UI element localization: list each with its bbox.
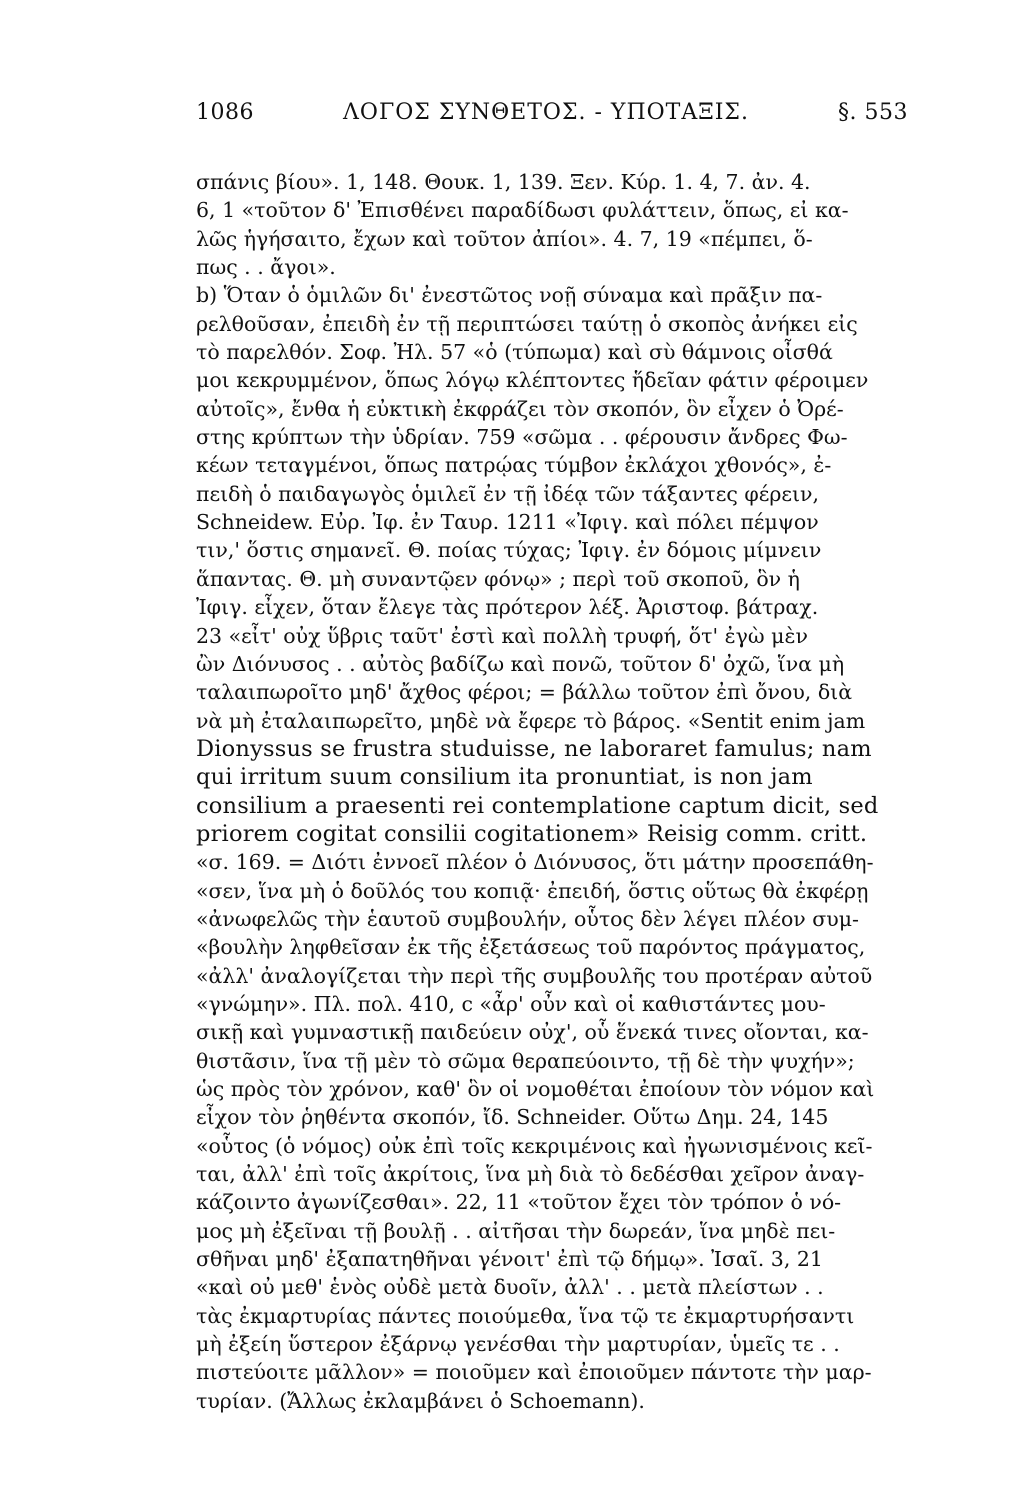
text-line: consilium a praesenti rei contemplatione captum dicit, sed [196,792,879,819]
text-line: «ἀλλ' ἀναλογίζεται τὴν περὶ τῆς συμβουλῆς του προτέραν αὐτοῦ [196,963,873,988]
text-line: στης κρύπτων τὴν ὑδρίαν. 759 «σῶμα . . φέρουσιν ἄνδρες Φω- [196,425,848,450]
text-line: ρελθοῦσαν, ἐπειδὴ ἐν τῇ περιπτώσει ταύτῃ ὁ σκοπὸς ἀνήκει εἰς [196,311,858,336]
text-line: «καὶ οὐ μεθ' ἑνὸς οὐδὲ μετὰ δυοῖν, ἀλλ' . . μετὰ πλείστων . . [196,1275,824,1300]
book-page [196,100,908,1415]
text-line: ἅπαντας. Θ. μὴ συναντῷεν φόνῳ» ; περὶ τοῦ σκοποῦ, ὃν ἡ [196,566,800,591]
text-line: b) Ὅταν ὁ ὁμιλῶν δι' ἐνεστῶτος νοῇ σύναμα καὶ πρᾶξιν πα- [196,283,823,308]
text-line: μος μὴ ἐξεῖναι τῇ βουλῇ . . αἰτῆσαι τὴν δωρεάν, ἵνα μηδὲ πει- [196,1218,836,1243]
text-line: εἶχον τὸν ῥηθέντα σκοπόν, ἴδ. Schneider. Οὕτω Δημ. 24, 145 [196,1105,829,1130]
section-number: §. 553 [838,100,908,125]
text-line: μοι κεκρυμμένον, ὅπως λόγῳ κλέπτοντες ἥδεῖαν φάτιν φέροιμεν [196,368,869,393]
text-line: πως . . ἄγοι». [196,255,336,280]
text-line: «ἀνωφελῶς τὴν ἑαυτοῦ συμβουλήν, οὗτος δὲν λέγει πλέον συμ- [196,906,859,931]
text-line: ταλαιπωροῖτο μηδ' ἄχθος φέροι; = βάλλω τοῦτον ἐπὶ ὄνου, διὰ [196,680,853,705]
text-line: Dionyssus se frustra studuisse, ne laboraret famulus; nam [196,735,872,762]
text-line: Schneidew. Εὐρ. Ἰφ. ἐν Ταυρ. 1211 «Ἰφιγ. καὶ πόλει πέμψον [196,510,819,535]
text-line: θιστᾶσιν, ἵνα τῇ μὲν τὸ σῶμα θεραπεύοιντο, τῇ δὲ τὴν ψυχήν»; [196,1048,855,1073]
text-line: αὐτοῖς», ἔνθα ἡ εὐκτικὴ ἐκφράζει τὸν σκοπόν, ὃν εἶχεν ὁ Ὀρέ- [196,396,844,421]
text-line: πειδὴ ὁ παιδαγωγὸς ὁμιλεῖ ἐν τῇ ἰδέᾳ τῶν τάξαντες φέρειν, [196,481,820,506]
text-line: «γνώμην». Πλ. πολ. 410, c «ἆρ' οὖν καὶ οἱ καθιστάντες μου- [196,991,826,1016]
text-line: ται, ἀλλ' ἐπὶ τοῖς ἀκρίτοις, ἵνα μὴ διὰ τὸ δεδέσθαι χεῖρον ἀναγ- [196,1162,865,1187]
text-line: κέων τεταγμένοι, ὅπως πατρῴας τύμβον ἐκλάχοι χθονός», ἐ- [196,453,832,478]
text-line: τιν,' ὅστις σημανεῖ. Θ. ποίας τύχας; Ἰφιγ. ἐν δόμοις μίμνειν [196,538,822,563]
text-line: τὸ παρελθόν. Σοφ. Ἠλ. 57 «ὁ (τύπωμα) καὶ σὺ θάμνοις οἶσθά [196,340,833,365]
running-header [196,100,908,140]
text-line: σθῆναι μηδ' ἐξαπατηθῆναι γένοιτ' ἐπὶ τῷ δήμῳ». Ἰσαῖ. 3, 21 [196,1247,823,1272]
text-line: τυρίαν. (Ἄλλως ἐκλαμβάνει ὁ Schoemann). [196,1388,645,1413]
text-line: τὰς ἐκμαρτυρίας πάντες ποιούμεθα, ἵνα τῷ τε ἐκμαρτυρήσαντι [196,1303,855,1328]
text-line: «οὗτος (ὁ νόμος) οὐκ ἐπὶ τοῖς κεκριμένοις καὶ ἠγωνισμένοις κεῖ- [196,1133,873,1158]
body-text [196,168,908,1415]
page-number: 1086 [196,100,254,125]
text-line: σπάνις βίου». 1, 148. Θουκ. 1, 139. Ξεν. Κύρ. 1. 4, 7. ἀν. 4. [196,170,811,194]
text-line: λῶς ἡγήσαιτο, ἔχων καὶ τοῦτον ἀπίοι». 4. 7, 19 «πέμπει, ὅ- [196,226,813,251]
text-line: σικῇ καὶ γυμναστικῇ παιδεύειν οὐχ', οὗ ἕνεκά τινες οἴονται, κα- [196,1020,869,1045]
text-line: ὡς πρὸς τὸν χρόνον, καθ' ὃν οἱ νομοθέται ἐποίουν τὸν νόμον καὶ [196,1077,875,1101]
text-line: «βουλὴν ληφθεῖσαν ἐκ τῆς ἐξετάσεως τοῦ παρόντος πράγματος, [196,935,866,960]
text-line: νὰ μὴ ἐταλαιπωρεῖτο, μηδὲ νὰ ἔφερε τὸ βάρος. «Sentit enim jam [196,708,866,733]
text-line: «σεν, ἵνα μὴ ὁ δοῦλός του κοπιᾷ· ἐπειδή, ὅστις οὕτως θὰ ἐκφέρῃ [196,878,869,903]
text-line: κάζοιντο ἀγωνίζεσθαι». 22, 11 «τοῦτον ἔχει τὸν τρόπον ὁ νό- [196,1190,842,1215]
text-line: priorem cogitat consilii cogitationem» Reisig comm. critt. [196,820,868,847]
text-line: Ἰφιγ. εἶχεν, ὅταν ἔλεγε τὰς πρότερον λέξ. Ἀριστοφ. βάτραχ. [196,595,819,620]
text-line: ὢν Διόνυσος . . αὐτὸς βαδίζω καὶ πονῶ, τοῦτον δ' ὀχῶ, ἵνα μὴ [196,651,845,676]
text-line: 6, 1 «τοῦτον δ' Ἐπισθένει παραδίδωσι φυλάττειν, ὅπως, εἰ κα- [196,198,849,223]
text-line: πιστεύοιτε μᾶλλον» = ποιοῦμεν καὶ ἐποιοῦμεν πάντοτε τὴν μαρ- [196,1360,872,1385]
text-line: 23 «εἶτ' οὐχ ὕβρις ταῦτ' ἐστὶ καὶ πολλὴ τρυφή, ὅτ' ἐγὼ μὲν [196,623,808,648]
text-line: μὴ ἐξείη ὕστερον ἐξάρνῳ γενέσθαι τὴν μαρτυρίαν, ὑμεῖς τε . . [196,1332,840,1357]
running-title: ΛΟΓΟΣ ΣΥΝΘΕΤΟΣ. - ΥΠΟΤΑΞΙΣ. [343,100,749,125]
text-line: qui irritum suum consilium ita pronuntiat, is non jam [196,764,813,791]
text-line: «σ. 169. = Διότι ἐννοεῖ πλέον ὁ Διόνυσος, ὅτι μάτην προσεπάθη- [196,850,874,875]
